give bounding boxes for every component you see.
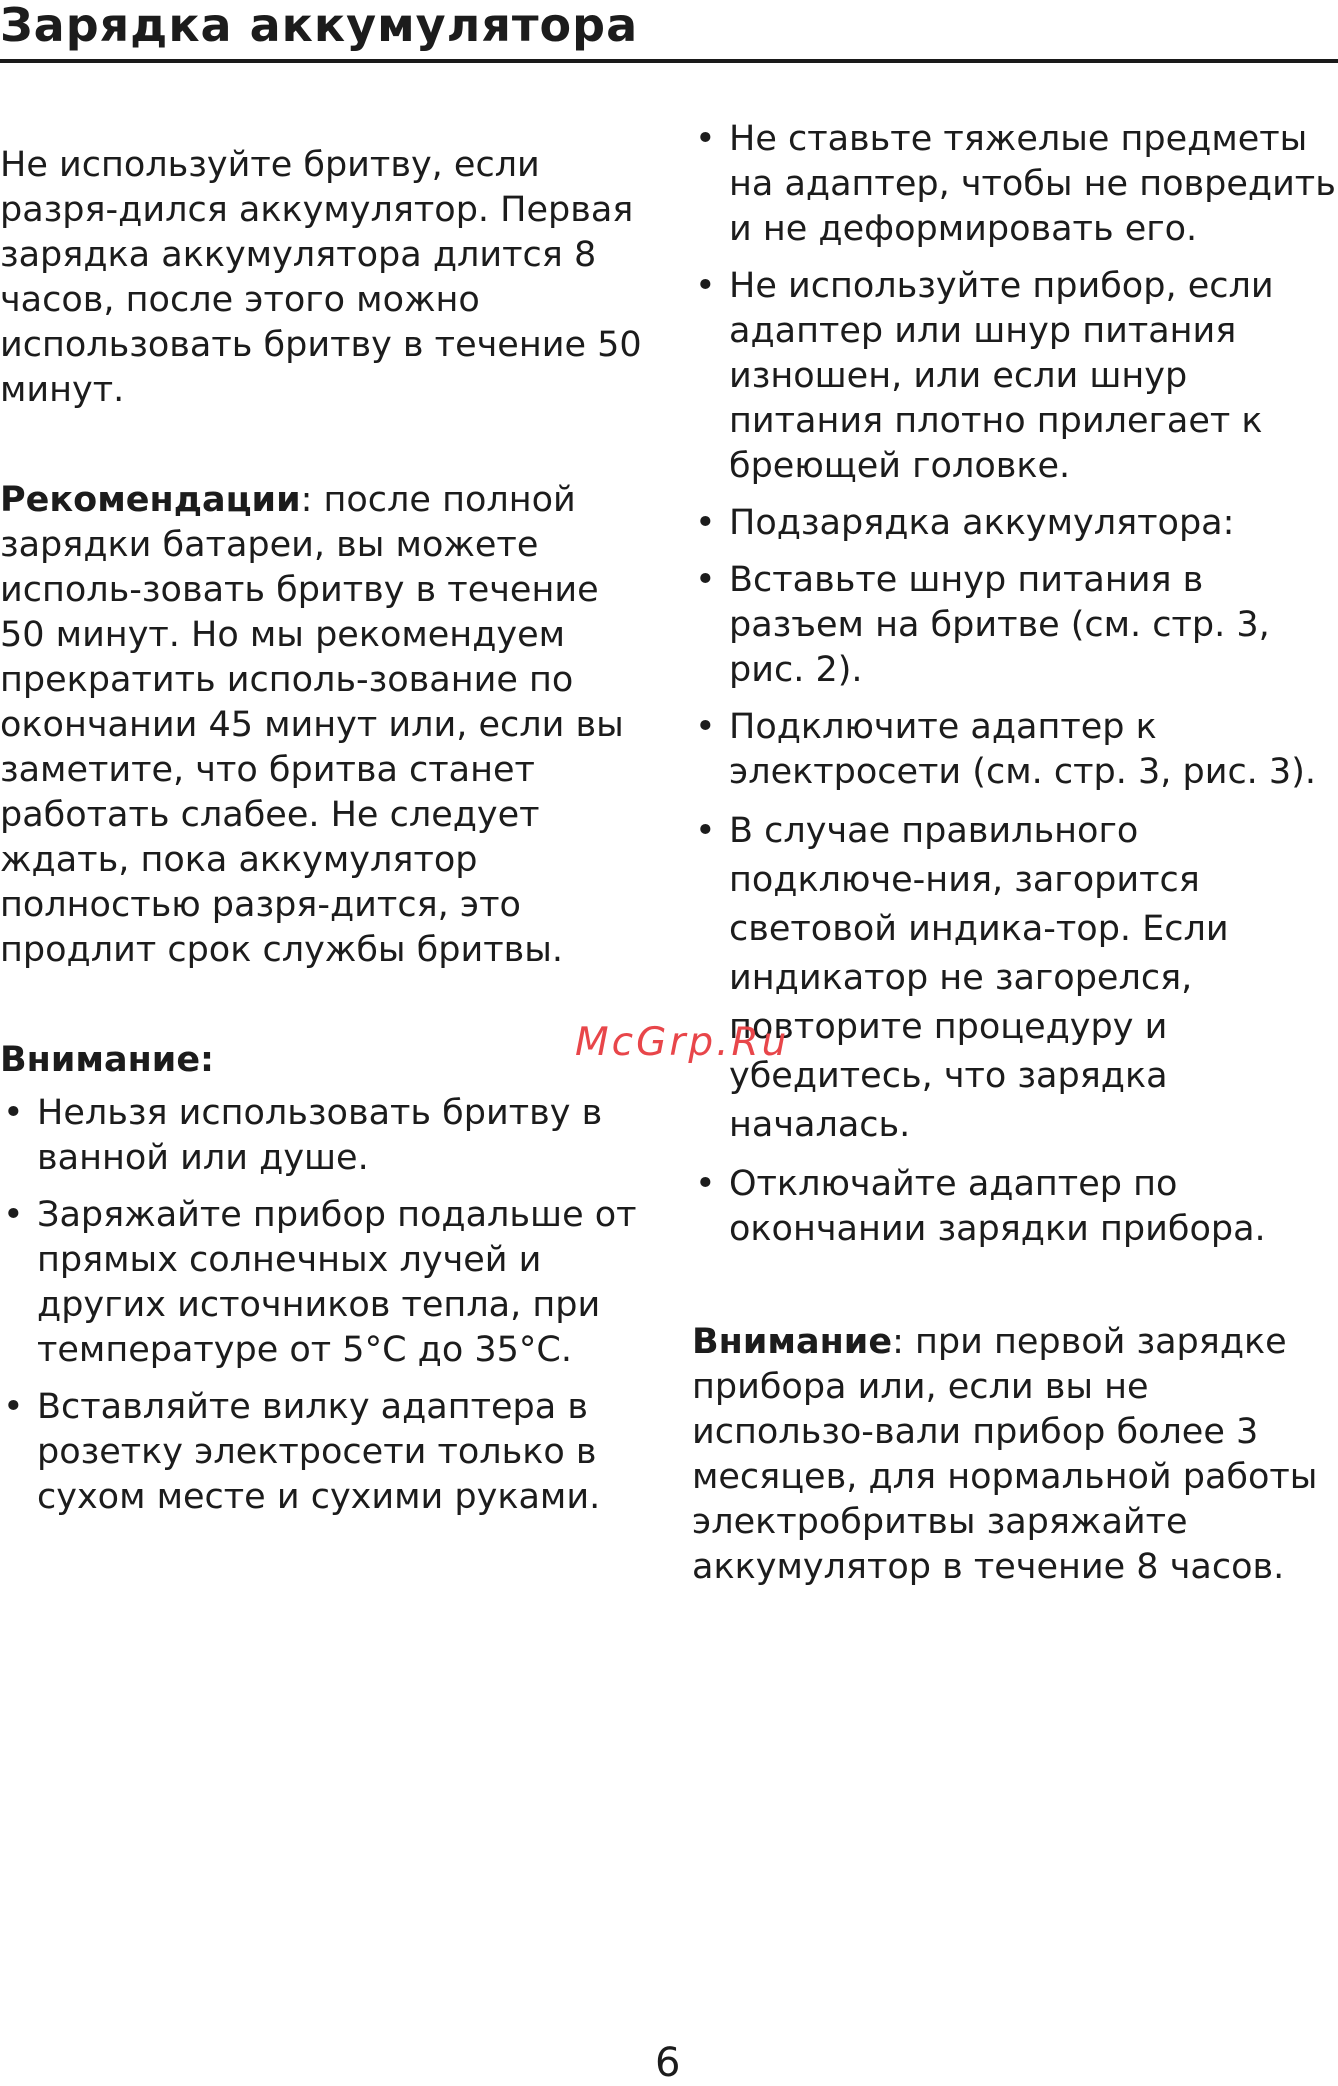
right-column xyxy=(692,117,1338,1590)
left-column xyxy=(0,143,650,1532)
list-item-text: Не используйте прибор, если адаптер или шнур питания изношен, или если шнур питания плотно прилегает к бреющей головке. xyxy=(729,266,1274,486)
watermark: McGrp.Ru xyxy=(575,1020,790,1065)
list-item xyxy=(0,1091,650,1181)
attention-label: Внимание xyxy=(692,1322,893,1362)
list-item-text: Не ставьте тяжелые предметы на адаптер, чтобы не повредить и не деформировать его. xyxy=(729,119,1336,249)
list-item-text: Отключайте адаптер по окончании зарядки прибора. xyxy=(729,1164,1266,1249)
list-item-text: В случае правильного подключе-ния, загорится световой индика-тор. Если индикатор не загорелся, повторите процедуру и убедитесь, что зарядка началась. xyxy=(729,811,1229,1145)
list-item-text: Подключите адаптер к электросети (см. стр. 3, рис. 3). xyxy=(729,707,1316,792)
bullet-icon: • xyxy=(3,1195,24,1235)
bullet-icon: • xyxy=(3,1093,24,1133)
bullet-icon: • xyxy=(695,266,716,306)
list-item xyxy=(692,558,1338,693)
bullet-icon: • xyxy=(3,1387,24,1427)
bullet-icon: • xyxy=(695,119,716,159)
list-item xyxy=(692,807,1338,1150)
list-item xyxy=(692,501,1338,546)
list-item xyxy=(692,117,1338,252)
list-item-text: Нельзя использовать бритву в ванной или душе. xyxy=(37,1093,603,1178)
intro-paragraph: Не используйте бритву, если разря-дился аккумулятор. Первая зарядка аккумулятора длится 8 часов, после этого можно использовать бритву в течение 50 минут. xyxy=(0,145,642,410)
list-item xyxy=(0,1385,650,1520)
bullet-icon: • xyxy=(695,503,716,543)
bullet-icon: • xyxy=(695,707,716,747)
page-title: Зарядка аккумулятора xyxy=(0,0,639,52)
recommendations-label: Рекомендации xyxy=(0,480,301,520)
list-item-text: Заряжайте прибор подальше от прямых солнечных лучей и других источников тепла, при температуре от 5°С до 35°С. xyxy=(37,1195,637,1370)
attention-text: : при первой зарядке прибора или, если вы не использо-вали прибор более 3 месяцев, для нормальной работы электробритвы заряжайте аккумулятор в течение 8 часов. xyxy=(692,1322,1318,1587)
list-item-text: Вставьте шнур питания в разъем на бритве (см. стр. 3, рис. 2). xyxy=(729,560,1270,690)
list-item xyxy=(692,705,1338,795)
safety-list xyxy=(0,1091,650,1520)
charging-list xyxy=(692,117,1338,1252)
list-item-text: Подзарядка аккумулятора: xyxy=(729,503,1235,543)
bullet-icon: • xyxy=(695,811,716,851)
list-item xyxy=(692,1162,1338,1252)
attention-paragraph xyxy=(692,1320,1338,1590)
recommendations-text: : после полной зарядки батареи, вы можете исполь-зовать бритву в течение 50 минут. Но мы рекомендуем прекратить исполь-зование по окончании 45 минут или, если вы заметите, что бритва станет работать слабее. Не следует ждать, пока аккумулятор полностью разря-дится, это продлит срок службы бритвы. xyxy=(0,480,624,970)
attention-heading: Внимание: xyxy=(0,1040,215,1080)
list-item-text: Вставляйте вилку адаптера в розетку электросети только в сухом месте и сухими руками. xyxy=(37,1387,601,1517)
recommendations-paragraph xyxy=(0,478,650,973)
bullet-icon: • xyxy=(695,560,716,600)
page-number: 6 xyxy=(655,2040,681,2086)
title-underline xyxy=(0,59,1338,63)
list-item xyxy=(692,264,1338,489)
list-item xyxy=(0,1193,650,1373)
bullet-icon: • xyxy=(695,1164,716,1204)
